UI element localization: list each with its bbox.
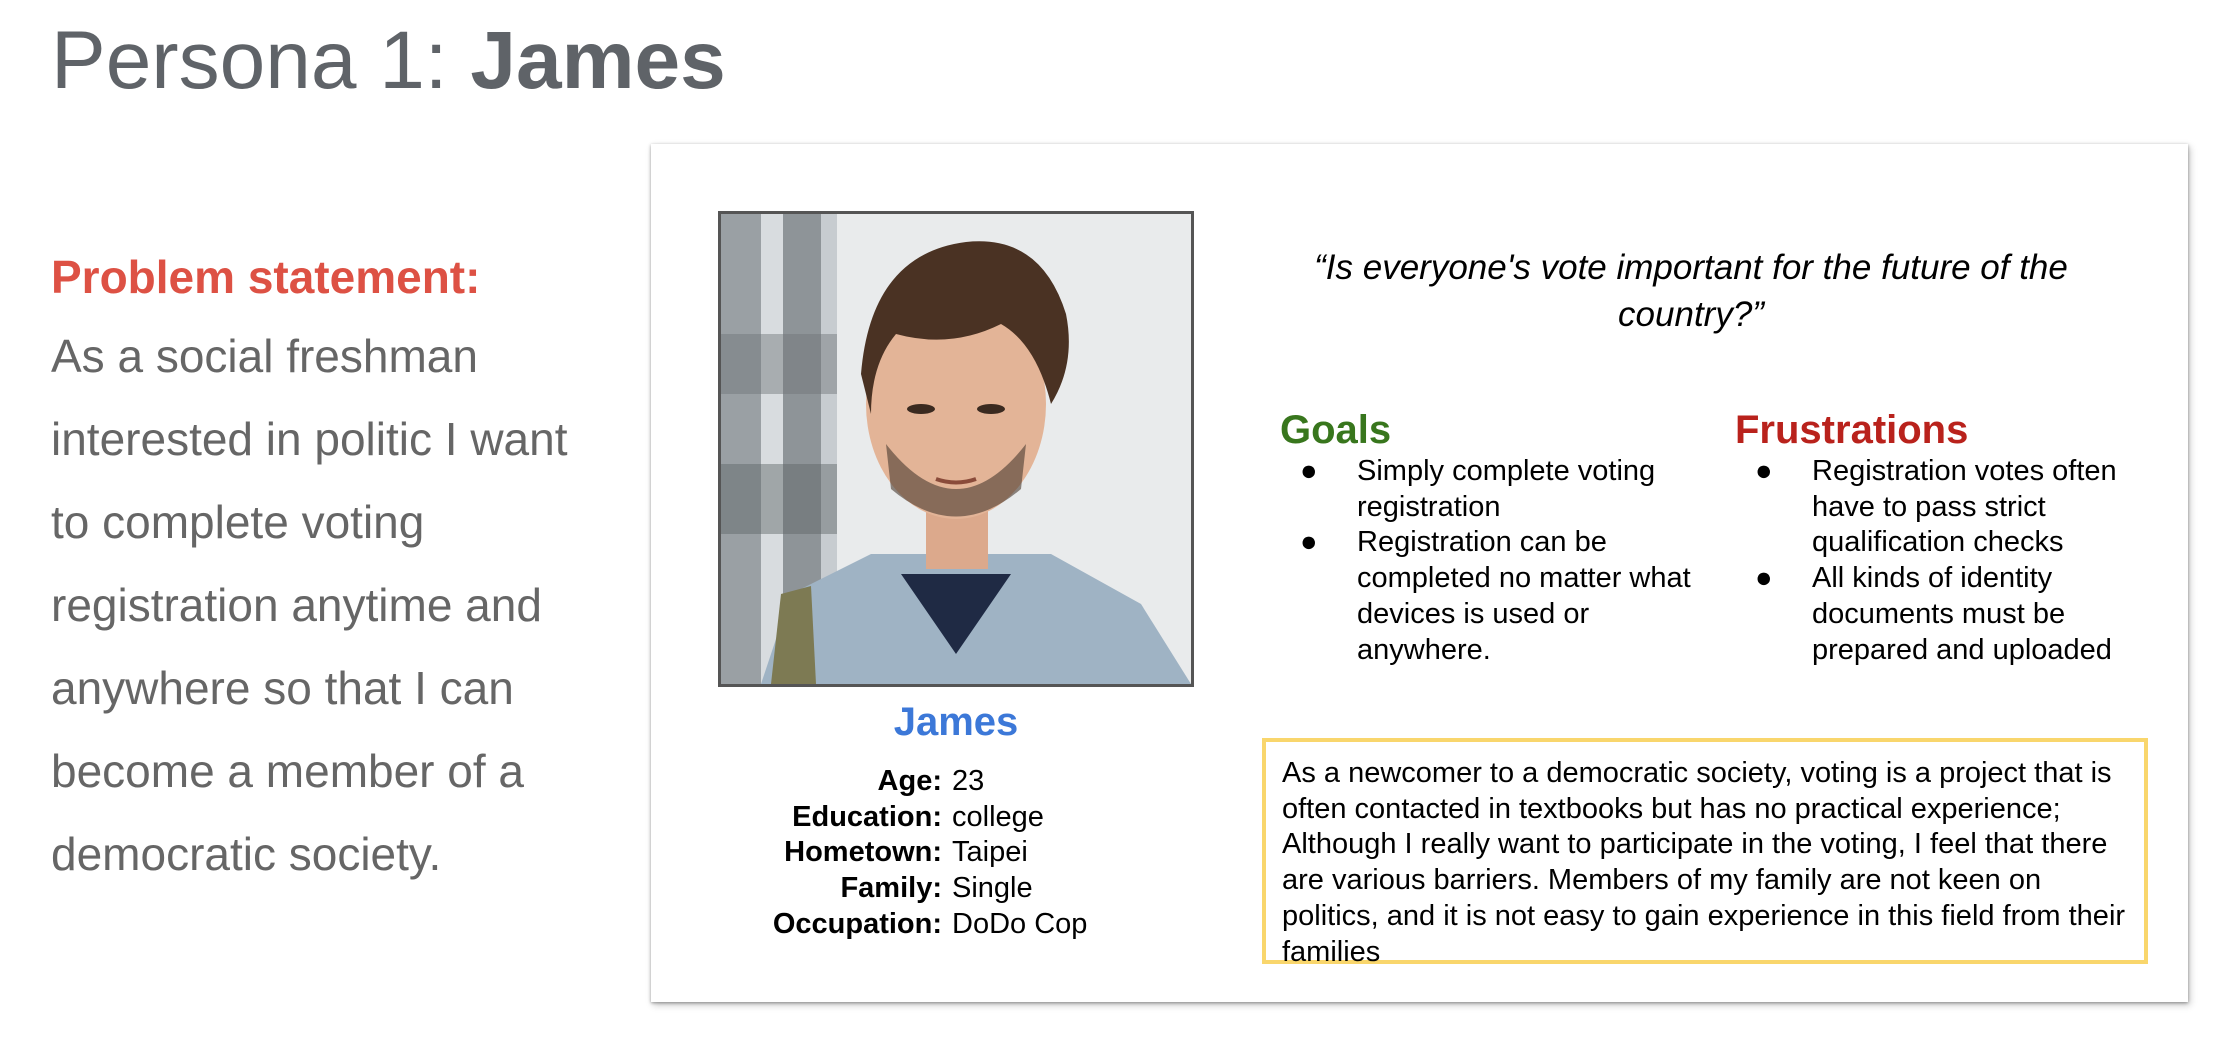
detail-value: college [952,800,1044,833]
detail-label: Education: [792,800,942,833]
detail-row-hometown [731,835,1087,871]
detail-row-family [731,871,1087,907]
slide-title-name: James [470,15,726,106]
detail-value: 23 [952,765,985,797]
detail-value: Taipei [952,836,1028,869]
detail-label: Family: [840,872,942,905]
goal-item-text: Simply complete voting registration [1357,455,1656,523]
bullet-icon: ● [1755,562,1773,595]
persona-photo [718,211,1194,687]
bullet-icon: ● [1755,455,1773,487]
detail-row-age [731,764,1087,800]
persona-details [731,764,1087,943]
persona-photo-illustration [721,214,1191,684]
detail-value: Single [952,872,1033,905]
detail-row-education [731,800,1087,836]
goals-section [1280,406,1700,668]
goal-item [1280,454,1700,525]
bullet-icon: ● [1300,455,1318,487]
problem-statement-heading: Problem statement: [51,251,481,303]
detail-row-occupation [731,907,1087,943]
goal-item-text: Registration can be completed no matter what devices is used or anywhere. [1357,526,1691,666]
slide-title [51,12,726,110]
persona-card [651,144,2188,1002]
persona-name: James [893,700,1019,744]
frustrations-section [1735,406,2155,668]
problem-statement-text: As a social freshman interested in politic I want to complete voting registration anytime and anywhere so that I can become a member of a democratic society. [51,330,568,881]
slide-title-prefix: Persona 1: [51,15,471,106]
frustration-item-text: All kinds of identity documents must be prepared and uploaded [1812,562,2112,666]
frustration-item-text: Registration votes often have to pass strict qualification checks [1812,455,2117,559]
frustration-item [1735,561,2155,668]
detail-value: DoDo Cop [952,907,1088,940]
persona-story: As a newcomer to a democratic society, voting is a project that is often contacted in textbooks but has no practical experience; Although I really want to participate in the voting, I feel that there are various barriers. Members of my family are not keen on politics, and it is not easy to gain experience in this field from their families [1262,738,2148,964]
detail-label: Age: [877,765,942,797]
frustration-item [1735,454,2155,561]
frustrations-heading: Frustrations [1735,408,1969,452]
goals-heading: Goals [1280,408,1392,452]
goals-list [1280,454,1700,668]
bullet-icon: ● [1300,526,1318,559]
detail-label: Hometown: [784,836,942,869]
persona-quote: “Is everyone's vote important for the future of the country?” [1314,248,2068,334]
problem-statement [51,250,611,896]
frustrations-list [1735,454,2155,668]
goal-item [1280,525,1700,668]
detail-label: Occupation: [772,907,942,940]
